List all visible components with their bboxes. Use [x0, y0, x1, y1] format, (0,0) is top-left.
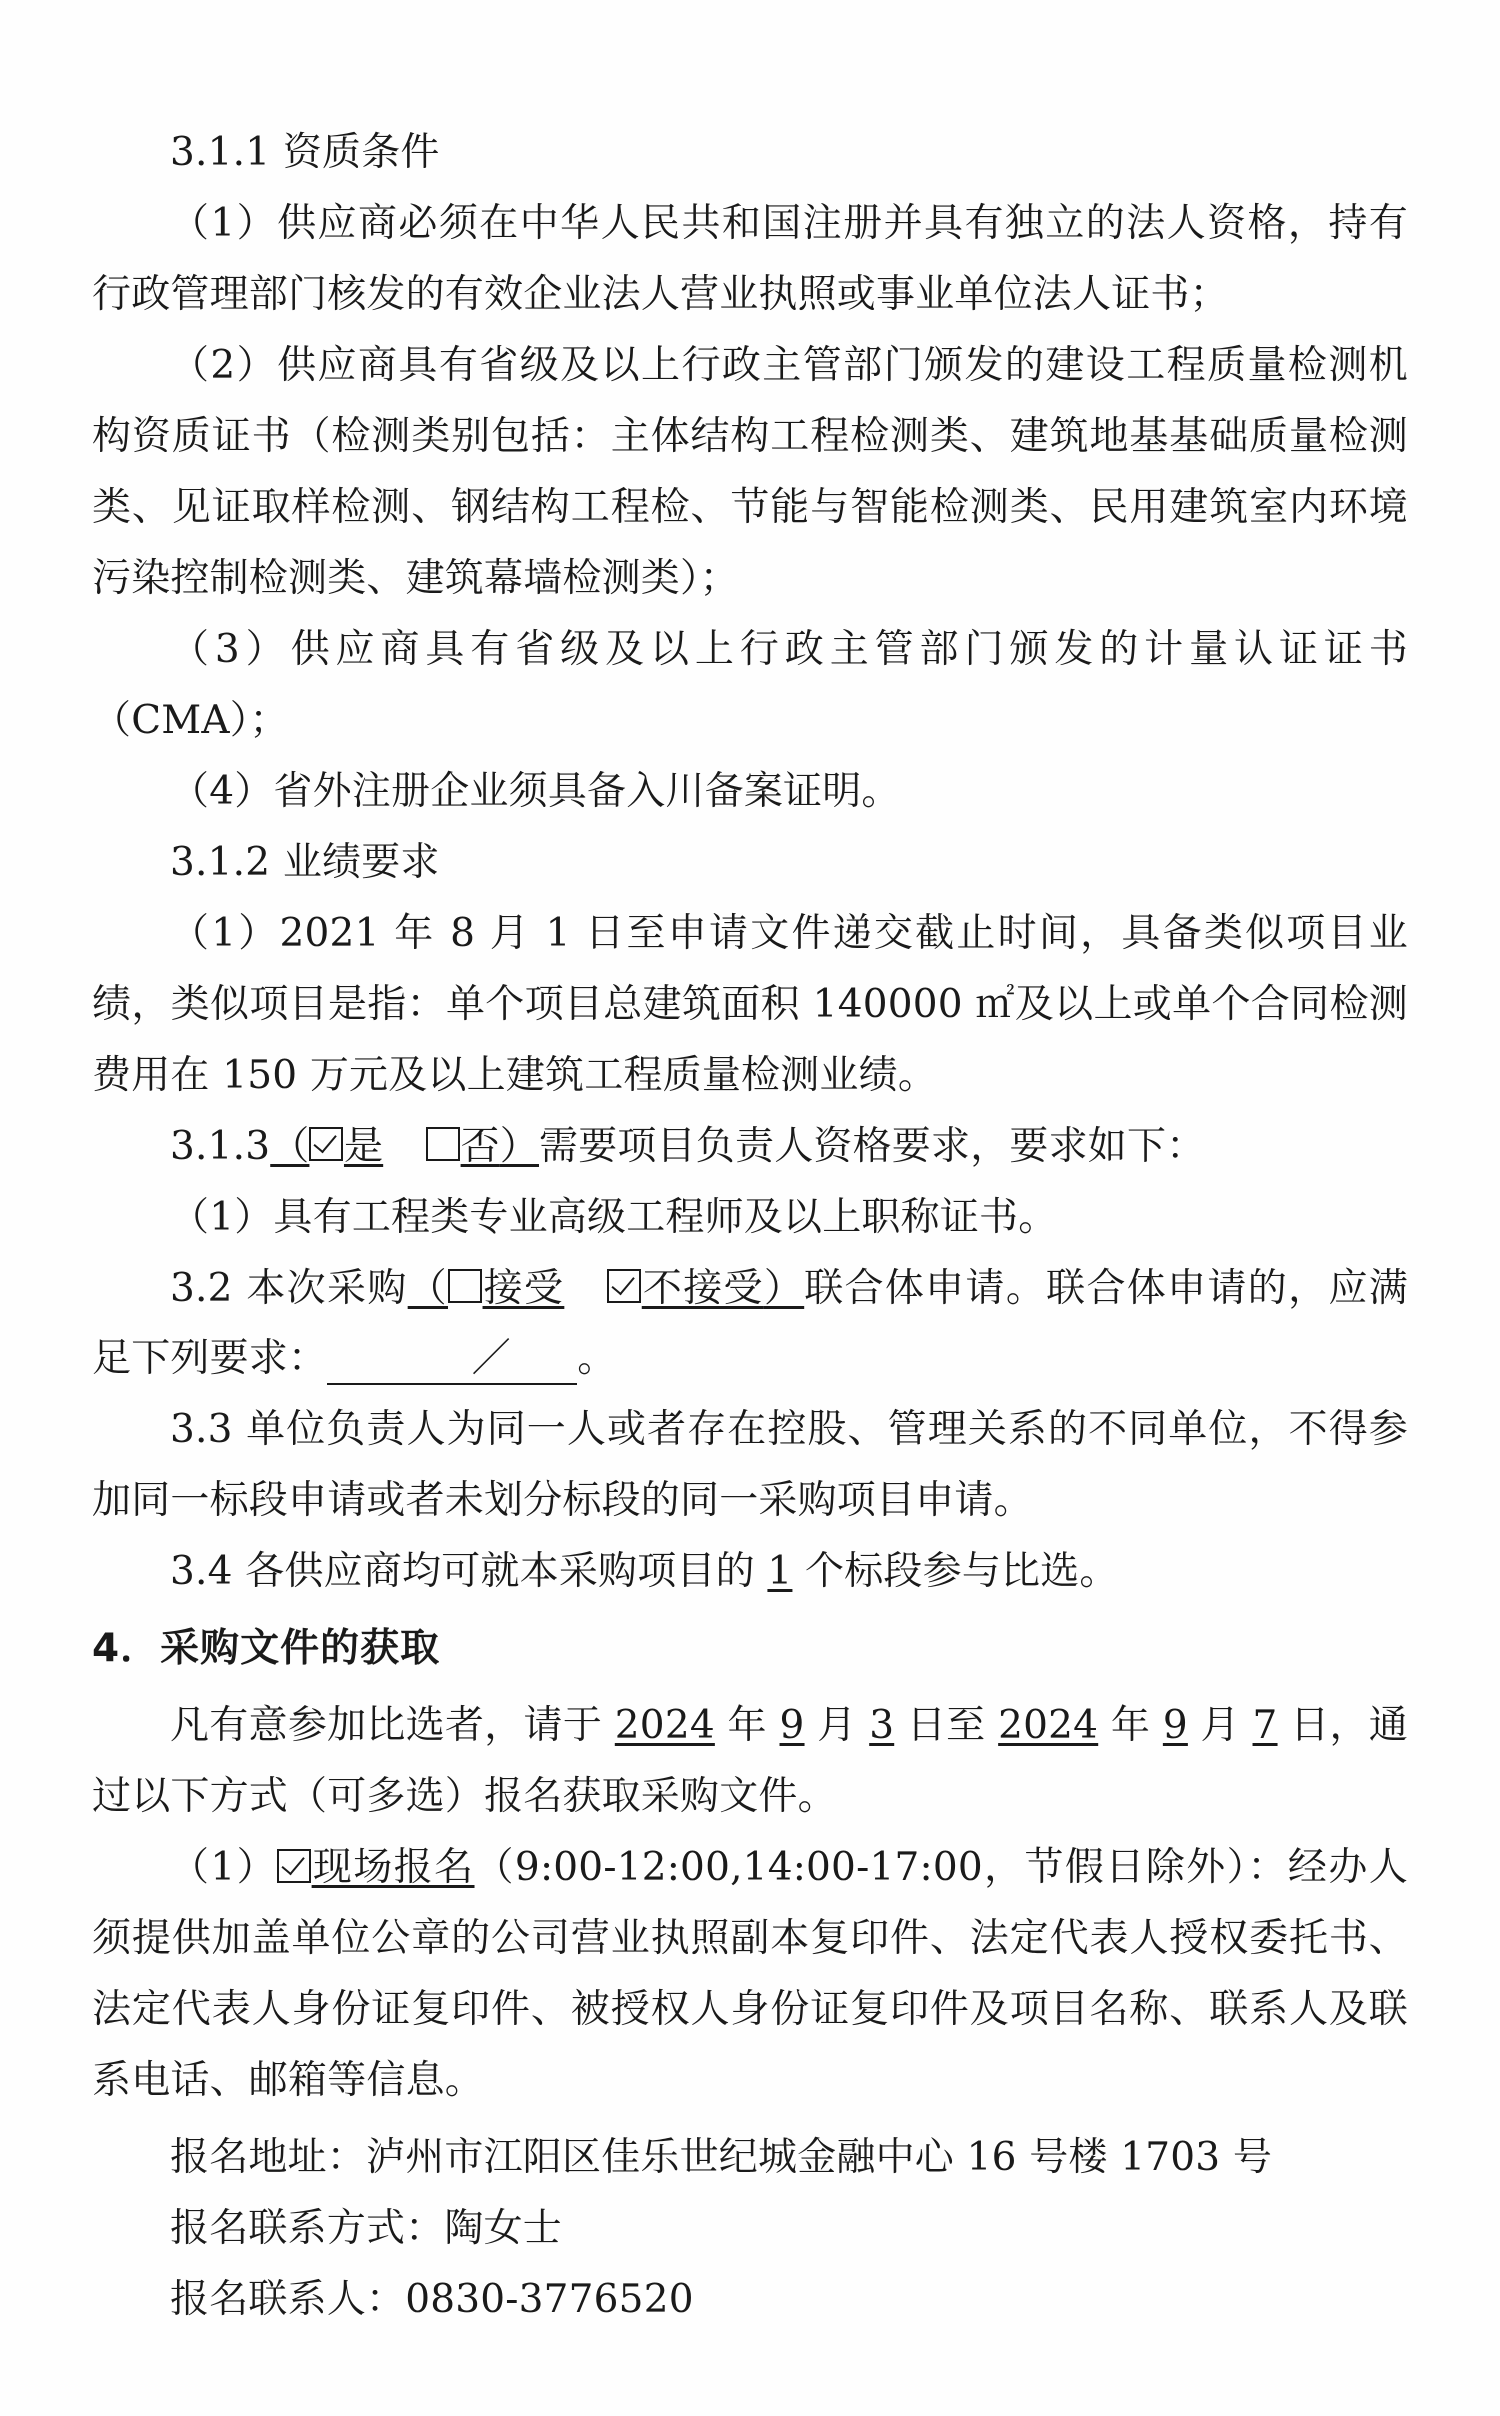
registration-contact-phone: 报名联系人：0830-3776520 — [170, 2277, 694, 2323]
section4-intro-prefix: 凡有意参加比选者，请于 — [170, 1703, 615, 1749]
clause-313-number: 3.1.3 — [170, 1123, 271, 1169]
clause-313-option-yes: 是 — [343, 1123, 384, 1169]
clause-311-item-1: （1）供应商必须在中华人民共和国注册并具有独立的法人资格，持有行政管理部门核发的有效企业法人营业执照或事业单位法人证书； — [92, 200, 1408, 317]
section-heading-312: 3.1.2 业绩要求 — [170, 839, 440, 885]
section4-item-1 — [92, 1833, 1408, 2117]
onsite-registration-label: 现场报名 — [311, 1845, 475, 1891]
clause-313-option-no: 否 — [460, 1123, 500, 1169]
clause-32 — [92, 1254, 1408, 1396]
year-label: 年 — [714, 1703, 780, 1749]
day-label: 日至 — [894, 1703, 999, 1749]
registration-address: 报名地址：泸州市江阳区佳乐世纪城金融中心 16 号楼 1703 号 — [170, 2135, 1273, 2181]
clause-313-choice-group — [270, 1124, 539, 1169]
month-label: 月 — [804, 1703, 870, 1749]
clause-34 — [92, 1537, 1408, 1608]
start-day: 3 — [869, 1703, 895, 1749]
clause-313-open-paren: （ — [270, 1123, 310, 1169]
checkbox-onsite-icon[interactable] — [277, 1849, 311, 1883]
clause-32-open-paren: （ — [407, 1265, 448, 1311]
clause-34-lots-count: 1 — [767, 1549, 793, 1595]
month-label-2: 月 — [1187, 1703, 1253, 1749]
start-year: 2024 — [614, 1703, 715, 1749]
clause-313 — [92, 1112, 1408, 1183]
clause-312-item-1: （1）2021 年 8 月 1 日至申请文件递交截止时间，具备类似项目业绩，类似项目是指：单个项目总建筑面积 140000 ㎡及以上或单个合同检测费用在 150 万元及以上建筑工程质量检测业绩。 — [92, 910, 1408, 1098]
clause-313-sub-item-1: （1）具有工程类专业高级工程师及以上职称证书。 — [170, 1194, 1058, 1240]
clause-311-item-3: （3）供应商具有省级及以上行政主管部门颁发的计量认证证书（CMA）； — [92, 626, 1408, 743]
clause-32-option-accept: 接受 — [482, 1265, 565, 1311]
clause-33: 3.3 单位负责人为同一人或者存在控股、管理关系的不同单位，不得参加同一标段申请或者未划分标段的同一采购项目申请。 — [92, 1407, 1408, 1524]
clause-313-tail: 需要项目负责人资格要求，要求如下： — [539, 1123, 1206, 1169]
clause-311-item-4: （4）省外注册企业须具备入川备案证明。 — [170, 768, 901, 814]
clause-32-blank-field[interactable]: ／ — [327, 1336, 577, 1385]
start-month: 9 — [779, 1703, 805, 1749]
section4-item-1-prefix: （1） — [170, 1845, 278, 1891]
onsite-registration-option[interactable] — [277, 1845, 474, 1890]
registration-contact-person: 报名联系方式：陶女士 — [170, 2206, 563, 2252]
clause-32-close-paren: ） — [763, 1265, 805, 1311]
year-label-2: 年 — [1098, 1703, 1163, 1749]
checkbox-no-icon[interactable] — [426, 1127, 460, 1161]
end-month: 9 — [1162, 1703, 1188, 1749]
end-day: 7 — [1252, 1703, 1278, 1749]
clause-34-prefix: 3.4 各供应商均可就本采购项目的 — [170, 1549, 768, 1595]
clause-32-lead: 本次采购 — [246, 1265, 408, 1311]
clause-311-item-2: （2）供应商具有省级及以上行政主管部门颁发的建设工程质量检测机构资质证书（检测类别包括：主体结构工程检测类、建筑地基基础质量检测类、见证取样检测、钢结构工程检、节能与智能检测类、民用建筑室内环境污染控制检测类、建筑幕墙检测类）； — [92, 342, 1408, 601]
checkbox-yes-icon[interactable] — [309, 1127, 343, 1161]
checkbox-reject-icon[interactable] — [607, 1269, 641, 1303]
section4-intro-suffix: 日，通过以下方式（可多选）报名获取采购文件。 — [92, 1703, 1408, 1820]
clause-32-number: 3.2 — [170, 1265, 233, 1311]
end-year: 2024 — [998, 1703, 1099, 1749]
clause-32-option-reject: 不接受 — [641, 1265, 764, 1311]
clause-32-choice-group — [408, 1266, 805, 1311]
clause-34-suffix: 个标段参与比选。 — [792, 1549, 1119, 1595]
section-heading-311: 3.1.1 资质条件 — [170, 130, 440, 175]
clause-313-close-paren: ） — [499, 1123, 539, 1169]
document-body — [92, 118, 1408, 2336]
section4-intro — [92, 1691, 1408, 1833]
section-heading-4: 4．采购文件的获取 — [92, 1626, 441, 1672]
checkbox-accept-icon[interactable] — [448, 1269, 482, 1303]
clause-32-tail: 联合体申请。联合体申请的，应满足下列要求： — [92, 1265, 1408, 1382]
section4-item-1-detail: （9:00-12:00,14:00-17:00，节假日除外）：经办人须提供加盖单位公章的公司营业执照副本复印件、法定代表人授权委托书、法定代表人身份证复印件、被授权人身份证复印件及项目名称、联系人及联系电话、邮箱等信息。 — [92, 1845, 1408, 2104]
clause-32-terminator: 。 — [577, 1336, 617, 1382]
